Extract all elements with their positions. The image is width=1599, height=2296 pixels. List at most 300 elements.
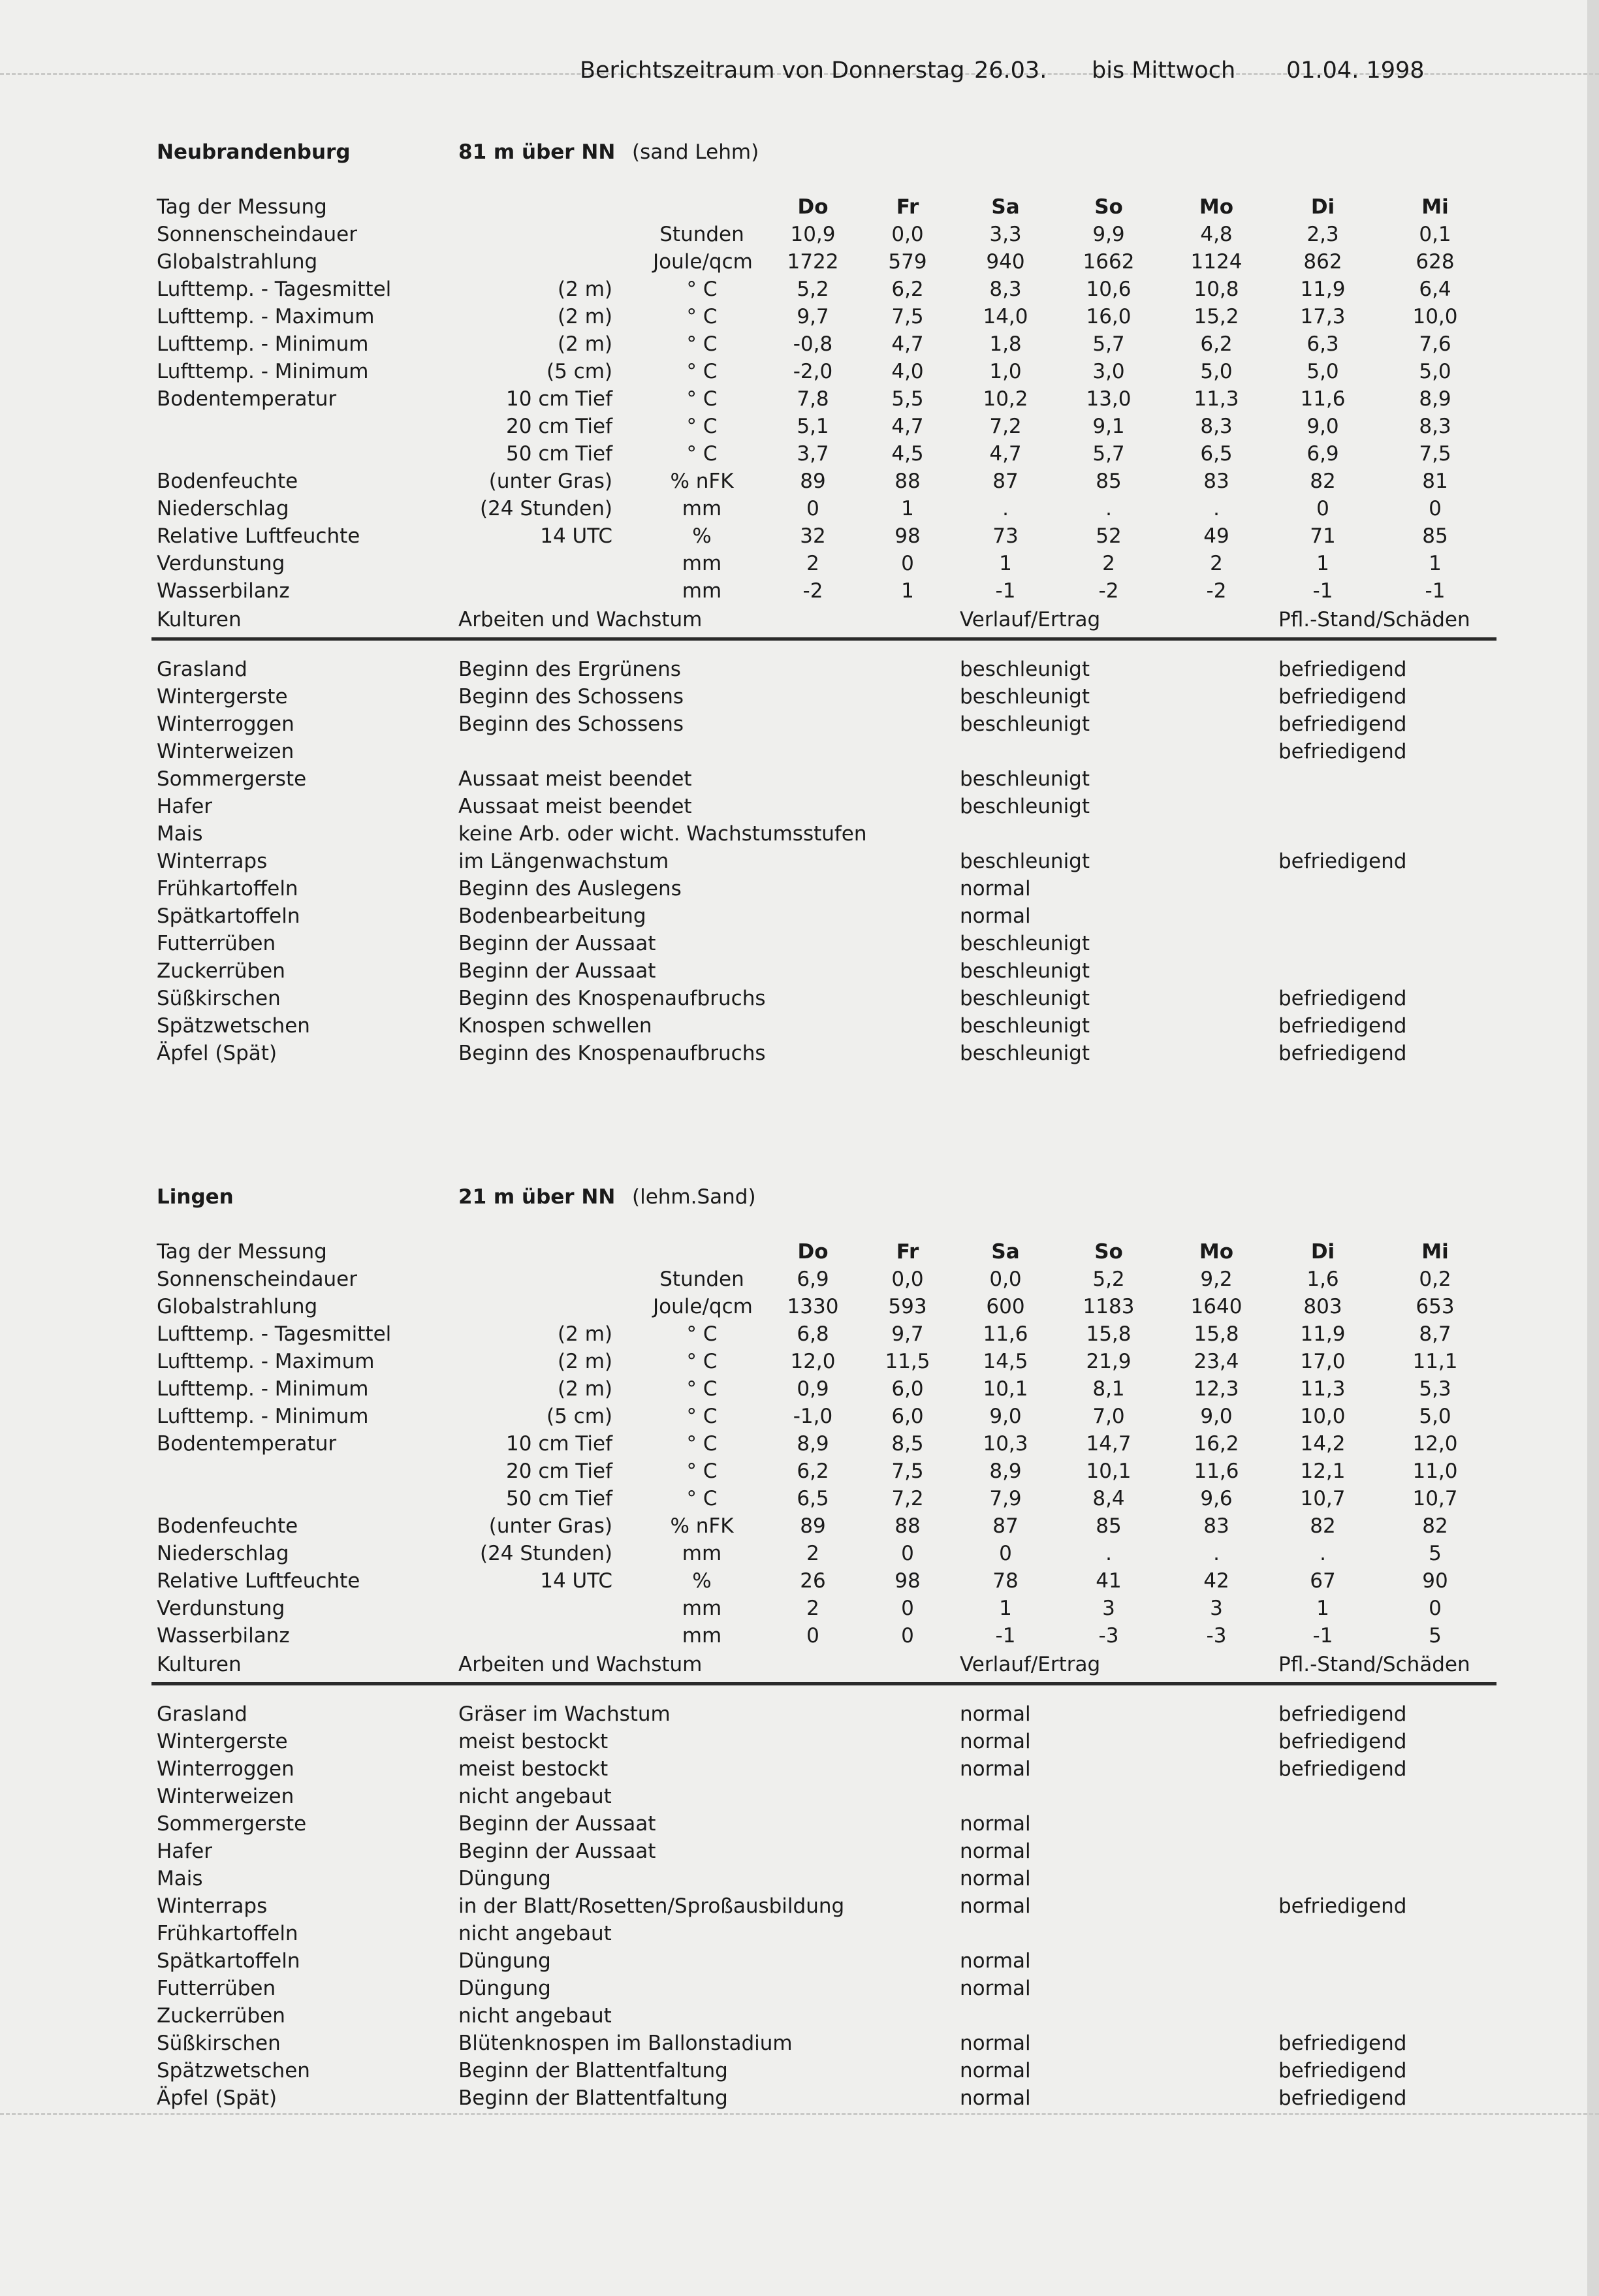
soil-type: (lehm.Sand) [632,1185,756,1209]
measurement-value: 81 [1422,470,1448,493]
crop-state: befriedigend [1278,1014,1407,1038]
measurement-value: -1 [1425,579,1446,603]
day-header: Sa [991,195,1020,219]
day-header: Mo [1199,195,1234,219]
crop-state: befriedigend [1278,2032,1407,2055]
measurement-value: 0,0 [891,1268,924,1291]
measurement-value: 0 [999,1542,1012,1565]
measurement-value: -1 [1312,579,1333,603]
crop-name: Grasland [157,658,247,681]
measurement-value: 89 [800,470,826,493]
crop-name: Futterrüben [157,1977,276,2000]
crop-course: normal [960,2032,1031,2055]
measurement-label: Niederschlag [157,1542,289,1565]
measurement-sub: (2 m) [558,305,612,328]
measurement-label: Globalstrahlung [157,250,318,274]
crop-name: Winterweizen [157,740,294,763]
crop-course: beschleunigt [960,767,1090,791]
soil-type: (sand Lehm) [632,140,759,164]
measurement-unit: ° C [686,332,718,356]
measurement-value: 5 [1429,1542,1442,1565]
measurement-value: 8,3 [1419,415,1451,438]
crop-work: Blütenknospen im Ballonstadium [458,2032,793,2055]
measurement-value: 3 [1102,1597,1115,1620]
measurement-value: 0,0 [989,1268,1022,1291]
measurement-value: . [1105,1542,1112,1565]
measurement-label: Bodentemperatur [157,1432,337,1456]
measurement-value: 11,3 [1194,387,1239,411]
crop-work: Aussaat meist beendet [458,795,692,818]
measurement-value: 6,9 [1306,442,1339,466]
crop-work: nicht angebaut [458,2004,612,2028]
measurement-value: 21,9 [1086,1350,1132,1373]
crop-course: beschleunigt [960,1014,1090,1038]
measurement-value: 1722 [787,250,839,274]
crops-column-header: Kulturen [157,1653,242,1676]
measurement-value: 3,7 [797,442,829,466]
measurement-value: 10,7 [1300,1487,1346,1510]
measurement-unit: mm [682,497,722,520]
measure-day-label: Tag der Messung [157,1240,327,1264]
measurement-unit: mm [682,1597,722,1620]
measurement-value: 1662 [1083,250,1135,274]
measurement-unit: Stunden [659,223,744,246]
crop-course: beschleunigt [960,932,1090,955]
measurement-value: 52 [1096,524,1122,548]
measurement-value: 3,0 [1092,360,1125,383]
measurement-unit: mm [682,1542,722,1565]
measurement-sub: (2 m) [558,1377,612,1401]
crop-state: befriedigend [1278,2059,1407,2082]
measurement-value: 7,5 [891,1459,924,1483]
day-header: Fr [896,195,919,219]
measurement-unit: ° C [686,442,718,466]
measurement-sub: (5 cm) [546,360,612,383]
measurement-value: 11,3 [1300,1377,1346,1401]
crop-name: Süßkirschen [157,987,281,1010]
measurement-value: 1 [1316,1597,1329,1620]
measurement-value: -2,0 [793,360,833,383]
day-header: So [1094,195,1123,219]
measurement-value: 11,6 [1194,1459,1239,1483]
measurement-value: 11,0 [1412,1459,1458,1483]
measurement-value: . [1213,497,1220,520]
measurement-value: -1 [995,1624,1016,1648]
crop-state: befriedigend [1278,1730,1407,1753]
measurement-value: 0,9 [797,1377,829,1401]
station-section-lingen [0,1183,1599,2228]
measurement-value: 49 [1203,524,1229,548]
crop-course: normal [960,1977,1031,2000]
crop-course: beschleunigt [960,1042,1090,1065]
crop-name: Grasland [157,1702,247,1726]
measurement-unit: ° C [686,1459,718,1483]
measurement-value: 14,7 [1086,1432,1132,1456]
crop-name: Spätkartoffeln [157,904,300,928]
measurement-unit: ° C [686,278,718,301]
crop-state: befriedigend [1278,1757,1407,1781]
crop-name: Winterweizen [157,1785,294,1808]
measurement-value: 17,0 [1300,1350,1346,1373]
measurement-value: 6,5 [1200,442,1233,466]
measurement-value: -1 [995,579,1016,603]
measurement-value: 6,2 [891,278,924,301]
measurement-value: 12,0 [790,1350,836,1373]
measurement-label: Lufttemp. - Minimum [157,332,369,356]
measurement-unit: mm [682,552,722,575]
measurement-unit: mm [682,579,722,603]
measurement-value: 42 [1203,1569,1229,1593]
crop-name: Wintergerste [157,685,288,709]
course-column-header: Verlauf/Ertrag [960,608,1101,631]
station-altitude: 81 m über NN [458,140,616,164]
measurement-value: 2,3 [1306,223,1339,246]
measurement-value: 5,7 [1092,442,1125,466]
measurement-value: 0 [1316,497,1329,520]
state-column-header: Pfl.-Stand/Schäden [1278,1653,1470,1676]
measurement-value: 3,3 [989,223,1022,246]
crop-name: Futterrüben [157,932,276,955]
crop-work: Beginn des Ergrünens [458,658,681,681]
end-date: 01.04. 1998 [1286,57,1425,84]
crop-work: Beginn der Blattentfaltung [458,2086,728,2110]
measurement-value: 14,0 [983,305,1028,328]
measurement-value: 4,7 [891,415,924,438]
measurement-value: 1 [901,579,914,603]
measurement-value: 16,0 [1086,305,1132,328]
crop-work: Beginn der Aussaat [458,1840,656,1863]
crops-column-header: Kulturen [157,608,242,631]
crop-name: Winterraps [157,1894,268,1918]
crop-name: Winterroggen [157,1757,294,1781]
measurement-value: 83 [1203,470,1229,493]
report-header [0,57,1599,90]
table-rule [151,1682,1496,1685]
measurement-value: 23,4 [1194,1350,1239,1373]
measurement-value: 14,2 [1300,1432,1346,1456]
measurement-value: 9,7 [797,305,829,328]
measurement-value: 16,2 [1194,1432,1239,1456]
measurement-value: 0 [901,552,914,575]
measurement-value: 9,0 [1306,415,1339,438]
crop-work: Beginn der Aussaat [458,1812,656,1836]
crop-course: normal [960,1867,1031,1890]
measurement-value: 10,1 [1086,1459,1132,1483]
measurement-value: 9,1 [1092,415,1125,438]
day-header: Do [797,1240,829,1264]
work-column-header: Arbeiten und Wachstum [458,608,703,631]
measurement-value: 82 [1310,1514,1336,1538]
measurement-value: 10,8 [1194,278,1239,301]
measurement-value: 11,6 [1300,387,1346,411]
crop-state: befriedigend [1278,1042,1407,1065]
measurement-value: 41 [1096,1569,1122,1593]
station-name: Neubrandenburg [157,140,351,164]
measurement-value: 82 [1422,1514,1448,1538]
measurement-value: -3 [1098,1624,1119,1648]
crop-name: Spätzwetschen [157,1014,310,1038]
measurement-label: Bodentemperatur [157,387,337,411]
crop-work: Beginn des Auslegens [458,877,682,901]
measurement-value: 653 [1416,1295,1455,1318]
measurement-unit: % nFK [670,470,734,493]
crop-name: Winterroggen [157,712,294,736]
measurement-value: 15,8 [1086,1322,1132,1346]
crop-name: Zuckerrüben [157,2004,285,2028]
measurement-label: Lufttemp. - Maximum [157,305,375,328]
measurement-value: 8,7 [1419,1322,1451,1346]
measurement-value: 1640 [1190,1295,1243,1318]
station-section-neubrandenburg [0,138,1599,1183]
measurement-value: 7,0 [1092,1405,1125,1428]
measurement-sub: 50 cm Tief [506,1487,612,1510]
measurement-value: 9,7 [891,1322,924,1346]
crop-work: Knospen schwellen [458,1014,652,1038]
measurement-value: . [1213,1542,1220,1565]
measurement-value: 7,5 [891,305,924,328]
crop-name: Spätzwetschen [157,2059,310,2082]
measurement-value: 67 [1310,1569,1336,1593]
measurement-value: 8,9 [1419,387,1451,411]
measurement-value: 87 [992,470,1019,493]
measurement-value: 10,3 [983,1432,1028,1456]
crop-course: normal [960,1840,1031,1863]
measurement-value: 5,3 [1419,1377,1451,1401]
measurement-value: 2 [806,552,819,575]
course-column-header: Verlauf/Ertrag [960,1653,1101,1676]
crop-name: Hafer [157,795,213,818]
measurement-value: 11,9 [1300,278,1346,301]
crop-name: Mais [157,1867,203,1890]
crop-course: normal [960,2059,1031,2082]
measurement-value: 12,1 [1300,1459,1346,1483]
measurement-value: 1,6 [1306,1268,1339,1291]
measurement-value: 7,5 [1419,442,1451,466]
measurement-label: Globalstrahlung [157,1295,318,1318]
measurement-value: 73 [992,524,1019,548]
crop-name: Wintergerste [157,1730,288,1753]
measurement-unit: ° C [686,1432,718,1456]
crop-name: Mais [157,822,203,846]
measurement-value: 5,0 [1306,360,1339,383]
to-label: bis Mittwoch [1092,57,1236,84]
measurement-unit: ° C [686,387,718,411]
measurement-value: 12,0 [1412,1432,1458,1456]
measurement-value: 4,5 [891,442,924,466]
measurement-value: 1 [1429,552,1442,575]
station-altitude: 21 m über NN [458,1185,616,1209]
measurement-value: 98 [894,1569,921,1593]
measurement-value: -0,8 [793,332,833,356]
measurement-value: 9,6 [1200,1487,1233,1510]
measurement-sub: (2 m) [558,278,612,301]
measurement-value: 1 [999,1597,1012,1620]
measurement-unit: ° C [686,1377,718,1401]
measurement-value: 85 [1422,524,1448,548]
crop-course: normal [960,1730,1031,1753]
crop-course: normal [960,904,1031,928]
crop-work: nicht angebaut [458,1922,612,1945]
measurement-value: 17,3 [1300,305,1346,328]
day-header: Do [797,195,829,219]
measurement-value: 5 [1429,1624,1442,1648]
day-header: Mi [1421,195,1449,219]
measurement-value: 8,3 [1200,415,1233,438]
measurement-sub: 10 cm Tief [506,387,612,411]
measure-day-label: Tag der Messung [157,195,327,219]
measurement-value: 9,0 [1200,1405,1233,1428]
crop-work: im Längenwachstum [458,850,669,873]
crop-work: Düngung [458,1867,551,1890]
measurement-value: 3 [1210,1597,1223,1620]
measurement-value: 10,9 [790,223,836,246]
crop-state: befriedigend [1278,740,1407,763]
measurement-value: 1 [999,552,1012,575]
measurement-label: Verdunstung [157,1597,285,1620]
measurement-value: 83 [1203,1514,1229,1538]
measurement-sub: 10 cm Tief [506,1432,612,1456]
measurement-value: 26 [800,1569,826,1593]
measurement-value: 9,9 [1092,223,1125,246]
measurement-value: 0 [806,497,819,520]
table-rule [151,637,1496,641]
measurement-unit: mm [682,1624,722,1648]
crop-work: Beginn der Blattentfaltung [458,2059,728,2082]
measurement-sub: 14 UTC [540,524,612,548]
day-header: So [1094,1240,1123,1264]
crop-work: Bodenbearbeitung [458,904,646,928]
measurement-label: Relative Luftfeuchte [157,1569,360,1593]
crop-work: Beginn des Schossens [458,685,684,709]
day-header: Sa [991,1240,1020,1264]
measurement-value: 6,0 [891,1377,924,1401]
crop-course: normal [960,1757,1031,1781]
measurement-value: 5,2 [797,278,829,301]
station-name: Lingen [157,1185,234,1209]
measurement-value: 2 [806,1597,819,1620]
measurement-sub: 20 cm Tief [506,415,612,438]
day-header: Mo [1199,1240,1234,1264]
measurement-label: Relative Luftfeuchte [157,524,360,548]
measurement-value: 90 [1422,1569,1448,1593]
measurement-value: 11,5 [885,1350,930,1373]
crop-course: beschleunigt [960,987,1090,1010]
crop-state: befriedigend [1278,850,1407,873]
measurement-value: 10,1 [983,1377,1028,1401]
measurement-value: -3 [1206,1624,1227,1648]
measurement-value: 803 [1303,1295,1342,1318]
crop-name: Frühkartoffeln [157,1922,298,1945]
measurement-value: 78 [992,1569,1019,1593]
measurement-sub: (unter Gras) [488,1514,612,1538]
crop-work: in der Blatt/Rosetten/Sproßausbildung [458,1894,845,1918]
measurement-value: 2 [1102,552,1115,575]
crop-course: normal [960,2086,1031,2110]
measurement-value: 628 [1416,250,1455,274]
measurement-sub: 14 UTC [540,1569,612,1593]
measurement-value: . [1105,497,1112,520]
measurement-value: . [1002,497,1009,520]
measurement-value: 2 [1210,552,1223,575]
measurement-value: 6,2 [1200,332,1233,356]
measurement-unit: ° C [686,1487,718,1510]
crop-course: normal [960,1702,1031,1726]
measurement-value: 0 [1429,497,1442,520]
measurement-label: Niederschlag [157,497,289,520]
measurement-value: 11,1 [1412,1350,1458,1373]
measurement-sub: (24 Stunden) [479,497,612,520]
measurement-value: 593 [888,1295,927,1318]
measurement-value: 4,8 [1200,223,1233,246]
crop-work: meist bestockt [458,1757,609,1781]
measurement-value: 10,6 [1086,278,1132,301]
measurement-value: 600 [986,1295,1025,1318]
measurement-value: 85 [1096,470,1122,493]
measurement-value: 0 [806,1624,819,1648]
measurement-value: 88 [894,1514,921,1538]
crop-course: normal [960,1894,1031,1918]
measurement-label: Lufttemp. - Minimum [157,1405,369,1428]
crop-course: normal [960,877,1031,901]
measurement-value: 862 [1303,250,1342,274]
crop-state: befriedigend [1278,658,1407,681]
measurement-value: 7,8 [797,387,829,411]
crop-course: beschleunigt [960,658,1090,681]
measurement-value: 5,0 [1200,360,1233,383]
crop-name: Hafer [157,1840,213,1863]
measurement-value: 7,9 [989,1487,1022,1510]
measurement-sub: (2 m) [558,1350,612,1373]
measurement-value: 4,7 [891,332,924,356]
crop-name: Sommergerste [157,767,307,791]
measurement-label: Wasserbilanz [157,1624,290,1648]
measurement-value: 0 [1429,1597,1442,1620]
measurement-value: 89 [800,1514,826,1538]
measurement-value: 14,5 [983,1350,1028,1373]
crop-name: Zuckerrüben [157,959,285,983]
measurement-value: 1,8 [989,332,1022,356]
measurement-value: 5,1 [797,415,829,438]
crop-name: Frühkartoffeln [157,877,298,901]
measurement-value: 6,5 [797,1487,829,1510]
crop-state: befriedigend [1278,2086,1407,2110]
measurement-value: 1330 [787,1295,839,1318]
measurement-value: 6,8 [797,1322,829,1346]
crop-name: Winterraps [157,850,268,873]
crop-work: Beginn der Aussaat [458,932,656,955]
measurement-value: 1183 [1083,1295,1135,1318]
crop-course: beschleunigt [960,685,1090,709]
measurement-sub: (5 cm) [546,1405,612,1428]
measurement-value: 0 [901,1624,914,1648]
day-header: Fr [896,1240,919,1264]
measurement-value: 10,0 [1300,1405,1346,1428]
measurement-value: 82 [1310,470,1336,493]
crop-state: befriedigend [1278,1894,1407,1918]
measurement-value: 4,7 [989,442,1022,466]
crop-name: Süßkirschen [157,2032,281,2055]
crop-work: Beginn des Schossens [458,712,684,736]
measurement-value: 8,9 [797,1432,829,1456]
measurement-value: 579 [888,250,927,274]
measurement-label: Lufttemp. - Tagesmittel [157,1322,392,1346]
measurement-unit: ° C [686,1350,718,1373]
measurement-value: -1 [1312,1624,1333,1648]
crop-course: beschleunigt [960,795,1090,818]
measurement-sub: (unter Gras) [488,470,612,493]
measurement-value: -2 [802,579,823,603]
measurement-unit: ° C [686,1322,718,1346]
